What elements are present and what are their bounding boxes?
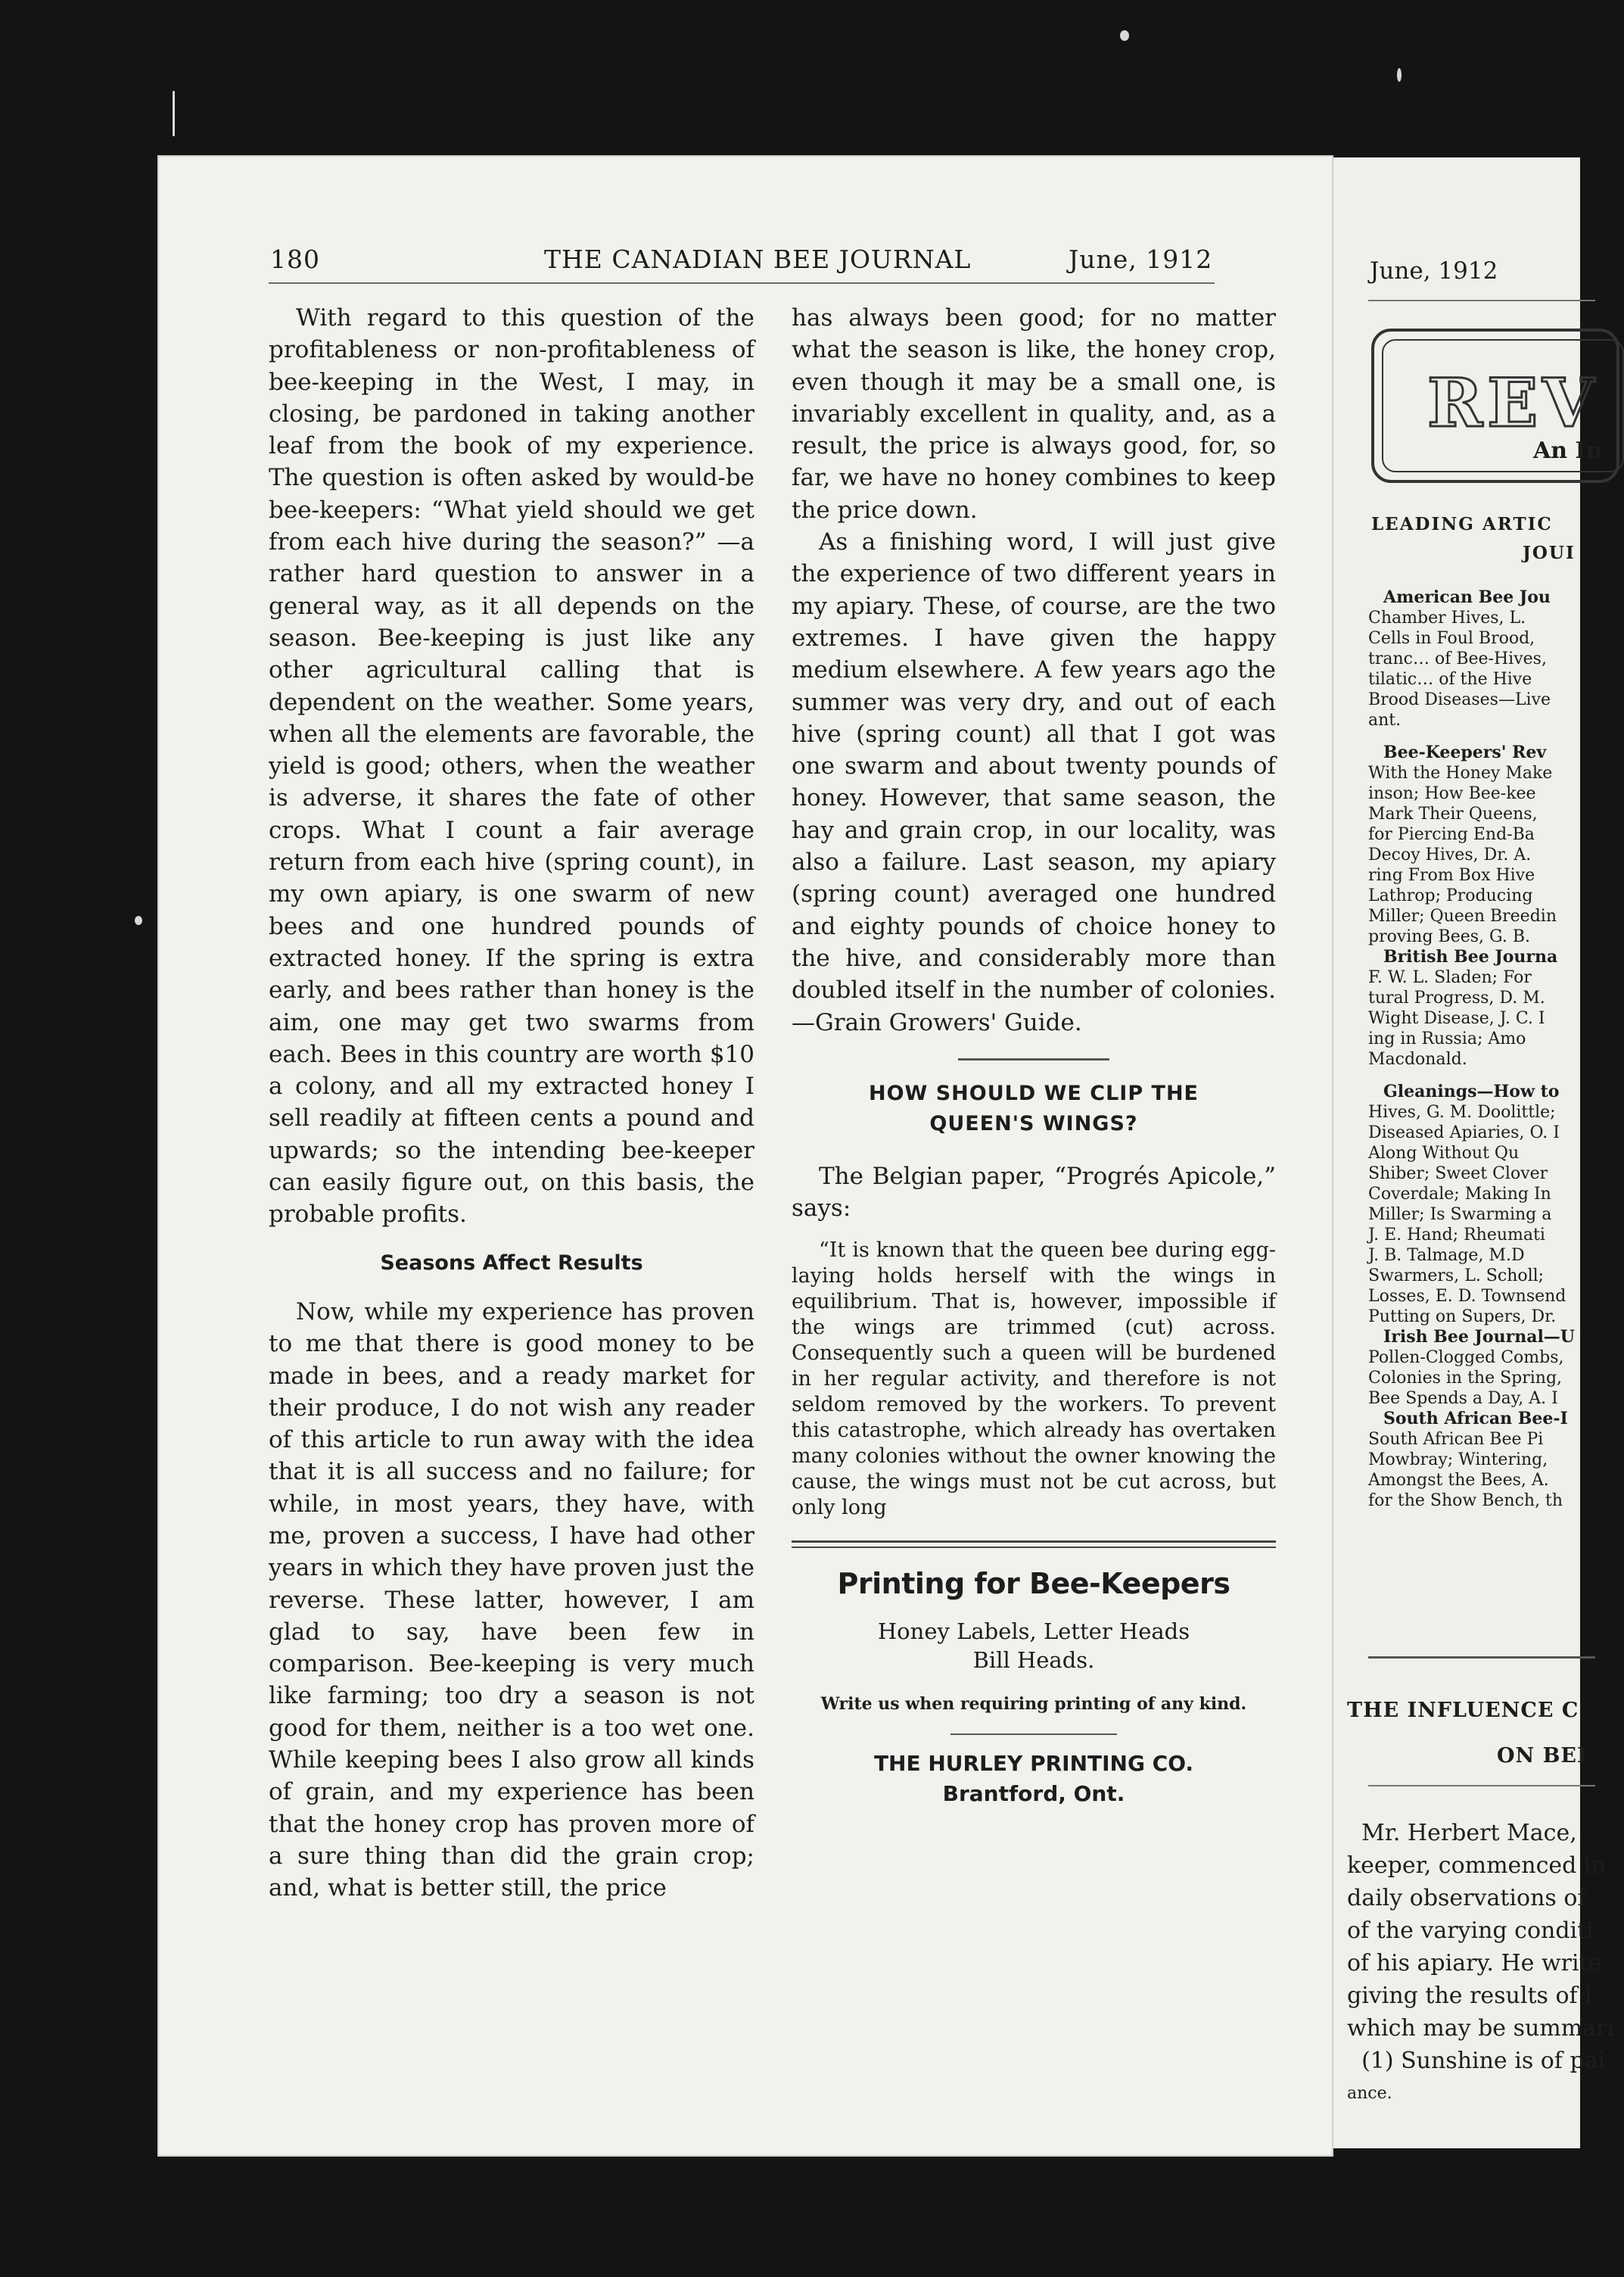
issue-date: June, 1912: [1069, 245, 1213, 274]
left-column: [269, 302, 754, 1905]
article-paragraph: has always been good; for no matter what the season is like, the honey crop, even though it may be a small one, is invariably excellent in quality, and, as a result, the price is always good, for, so far, we have no honey combines to keep the price down.: [792, 304, 1276, 524]
leading-article-line: British Bee Journa: [1383, 947, 1558, 967]
section-divider: [958, 1058, 1109, 1061]
article-intro: The Belgian paper, “Progrés Apicole,” says:: [792, 1162, 1276, 1223]
leading-articles-heading: [1371, 510, 1598, 568]
leading-article-line: Pollen-Clogged Combs,: [1368, 1348, 1564, 1367]
section-title: [792, 1079, 1276, 1139]
influence-article-text: [1347, 1817, 1614, 2110]
influence-text-line: keeper, commenced in: [1347, 1852, 1606, 1879]
section-title-line: QUEEN'S WINGS?: [929, 1111, 1138, 1135]
influence-text-line: of the varying conditi: [1347, 1917, 1594, 1944]
leading-article-line: for the Show Bench, th: [1368, 1491, 1563, 1510]
influence-heading: [1347, 1688, 1588, 1779]
leading-heading-line: JOUI: [1523, 543, 1576, 563]
leading-article-line: Losses, E. D. Townsend: [1368, 1287, 1566, 1306]
leading-article-line: Decoy Hives, Dr. A.: [1368, 846, 1532, 864]
article-paragraph: As a finishing word, I will just give the experience of two different years in my apiary. These, of course, are the two extremes. I have given the happy medium elsewhere. A few years ago the summer was very dry, and out of each hive (spring count) all that I got was one swarm and about twenty pounds of honey. However, that same season, the hay and grain crop, in our locality, was also a failure. Last season, my apiary (spring count) averaged one hundred and eighty pounds of choice honey to the hive, and considerably more than doubled itself in the number of colonies.—Grain Growers' Guide.: [792, 528, 1276, 1036]
advert-line: Honey Labels, Letter Heads: [877, 1618, 1190, 1644]
leading-article-line: proving Bees, G. B.: [1368, 927, 1530, 946]
leading-article-line: Colonies in the Spring,: [1368, 1369, 1563, 1388]
leading-article-line: Shiber; Sweet Clover: [1368, 1164, 1548, 1183]
right-section-rule: [1368, 1656, 1595, 1659]
article-paragraph: Now, while my experience has proven to me that there is good money to be made in bees, and a ready market for their produce, I do not wish any reader of this article to run away with the idea that it is all success and no failure; for while, in most years, they have, with me, proven a success, I have had other years in which they have proven just the reverse. These latter, however, I am glad to say, have been few in comparison. Bee-keeping is very much like farming; too dry a season is not good for them, neither is a too wet one. While keeping bees I also grow all kinds of grain, and my experience has been that the honey crop has proven more of a sure thing than did the grain crop; and, what is better still, the price: [269, 1297, 754, 1902]
leading-article-line: tranc… of Bee-Hives,: [1368, 649, 1547, 668]
review-title-box: [1371, 329, 1619, 483]
advert-company: THE HURLEY PRINTING CO.: [873, 1751, 1194, 1777]
leading-article-line: F. W. L. Sladen; For: [1368, 968, 1532, 987]
leading-article-line: J. E. Hand; Rheumati: [1368, 1226, 1545, 1244]
leading-article-line: Miller; Is Swarming a: [1368, 1205, 1552, 1224]
leading-article-line: ring From Box Hive: [1368, 866, 1535, 885]
leading-article-line: Along Without Qu: [1368, 1144, 1520, 1163]
leading-article-line: inson; How Bee-kee: [1368, 784, 1536, 803]
review-title: REV: [1427, 363, 1599, 442]
page-number: 180: [270, 245, 320, 274]
advert-city: Brantford, Ont.: [942, 1781, 1125, 1807]
influence-heading-line: THE INFLUENCE C: [1347, 1699, 1579, 1722]
influence-text-line: daily observations of: [1347, 1885, 1586, 1911]
leading-article-line: [1368, 1070, 1595, 1082]
leading-article-line: South African Bee-I: [1383, 1409, 1568, 1428]
leading-article-line: Irish Bee Journal—U: [1383, 1327, 1575, 1347]
right-page: [1333, 157, 1614, 2148]
leading-article-line: Mark Their Queens,: [1368, 805, 1538, 824]
review-subtitle: An In: [1533, 438, 1603, 464]
right-header-rule: [1368, 300, 1595, 301]
influence-text-line: ance.: [1347, 2084, 1392, 2103]
leading-article-line: J. B. Talmage, M.D: [1368, 1246, 1525, 1265]
journal-title: THE CANADIAN BEE JOURNAL: [544, 245, 972, 274]
left-page: [157, 155, 1333, 2157]
scan-dust-mark: [1120, 30, 1129, 41]
leading-article-line: Gleanings—How to: [1383, 1082, 1560, 1101]
leading-article-line: American Bee Jou: [1383, 587, 1551, 607]
scan-dust-mark: [135, 916, 142, 925]
leading-article-line: Putting on Supers, Dr.: [1368, 1307, 1557, 1326]
leading-article-line: ing in Russia; Amo: [1368, 1029, 1526, 1048]
leading-article-line: Amongst the Bees, A.: [1368, 1471, 1549, 1490]
leading-articles-list: [1368, 587, 1595, 1511]
advert-rule: [950, 1733, 1117, 1735]
leading-article-line: ant.: [1368, 711, 1402, 730]
influence-text-line: giving the results of l: [1347, 1983, 1592, 2009]
advert-line: Bill Heads.: [972, 1646, 1095, 1673]
leading-article-line: Wight Disease, J. C. I: [1368, 1009, 1545, 1028]
leading-article-line: Brood Diseases—Live: [1368, 690, 1551, 709]
right-column: [792, 302, 1276, 1809]
influence-heading-line: ON BEI: [1497, 1744, 1588, 1768]
leading-article-line: tural Progress, D. M.: [1368, 989, 1545, 1008]
influence-text-line: which may be summari: [1347, 2015, 1614, 2042]
scan-dust-mark: [173, 91, 175, 136]
scan-dust-mark: [1397, 68, 1402, 82]
printing-advertisement: [792, 1568, 1276, 1809]
leading-article-line: Cells in Foul Brood,: [1368, 629, 1535, 648]
influence-text-line: of his apiary. He write: [1347, 1950, 1602, 1976]
leading-article-line: for Piercing End-Ba: [1368, 825, 1535, 844]
leading-article-line: [1368, 730, 1595, 743]
leading-article-line: Miller; Queen Breedin: [1368, 907, 1557, 926]
advert-note: Write us when requiring printing of any kind.: [820, 1693, 1247, 1714]
leading-article-line: Bee-Keepers' Rev: [1383, 743, 1547, 762]
leading-article-line: Lathrop; Producing: [1368, 886, 1533, 905]
leading-article-line: Diseased Apiaries, O. I: [1368, 1123, 1560, 1142]
leading-article-line: South African Bee Pi: [1368, 1430, 1544, 1449]
article-paragraph: With regard to this question of the profitableness or non-profitableness of bee-keeping in the West, I may, in closing, be pardoned in taking another leaf from the book of my experience. The question is often asked by would-be bee-keepers: “What yield should we get from each hive during the season?” —a rather hard question to answer in a general way, as it all depends on the season. Bee-keeping is just like any other agricultural calling that is dependent on the weather. Some years, when all the elements are favorable, the yield is good; others, when the weather is adverse, it shares the fate of other crops. What I count a fair average return from each hive (spring count), in my own apiary, is one swarm of new bees and one hundred pounds of extracted honey. If the spring is extra early, and bees rather than honey is the aim, one may get two swarms from each. Bees in this country are worth $10 a colony, and all my extracted honey I sell readily at fifteen cents a pound and upwards; so the intending bee-keeper can easily figure out, on this basis, the probable profits.: [269, 304, 754, 1229]
leading-article-line: Coverdale; Making In: [1368, 1185, 1551, 1204]
influence-text-line: (1) Sunshine is of pai: [1347, 2048, 1606, 2074]
advert-divider: [792, 1540, 1276, 1548]
subheading: Seasons Affect Results: [380, 1251, 643, 1275]
leading-heading-line: LEADING ARTIC: [1371, 514, 1553, 534]
leading-article-line: Swarmers, L. Scholl;: [1368, 1266, 1545, 1285]
leading-article-line: Mowbray; Wintering,: [1368, 1450, 1548, 1469]
influence-rule: [1368, 1785, 1595, 1786]
influence-text-line: Mr. Herbert Mace,: [1347, 1820, 1577, 1846]
quote-paragraph: “It is known that the queen bee during egg-laying holds herself with the wings in equilibrium. That is, however, impossible if the wings are trimmed (cut) across. Consequently such a queen will be burdened in her regular activity, and therefore is not seldom removed by the workers. To prevent this catastrophe, which already has overtaken many colonies without the owner knowing the cause, the wings must not be cut across, but only long: [792, 1238, 1276, 1520]
right-page-date: June, 1912: [1370, 257, 1498, 285]
advert-title: Printing for Bee-Keepers: [837, 1567, 1230, 1601]
leading-article-line: Bee Spends a Day, A. I: [1368, 1389, 1558, 1408]
leading-article-line: Hives, G. M. Doolittle;: [1368, 1103, 1556, 1122]
quoted-passage: [792, 1238, 1276, 1521]
leading-article-line: tilatic… of the Hive: [1368, 670, 1532, 689]
section-title-line: HOW SHOULD WE CLIP THE: [868, 1081, 1199, 1105]
leading-article-line: Chamber Hives, L.: [1368, 609, 1526, 628]
leading-article-line: With the Honey Make: [1368, 764, 1553, 783]
leading-article-line: Macdonald.: [1368, 1050, 1467, 1069]
header-rule: [269, 282, 1215, 284]
